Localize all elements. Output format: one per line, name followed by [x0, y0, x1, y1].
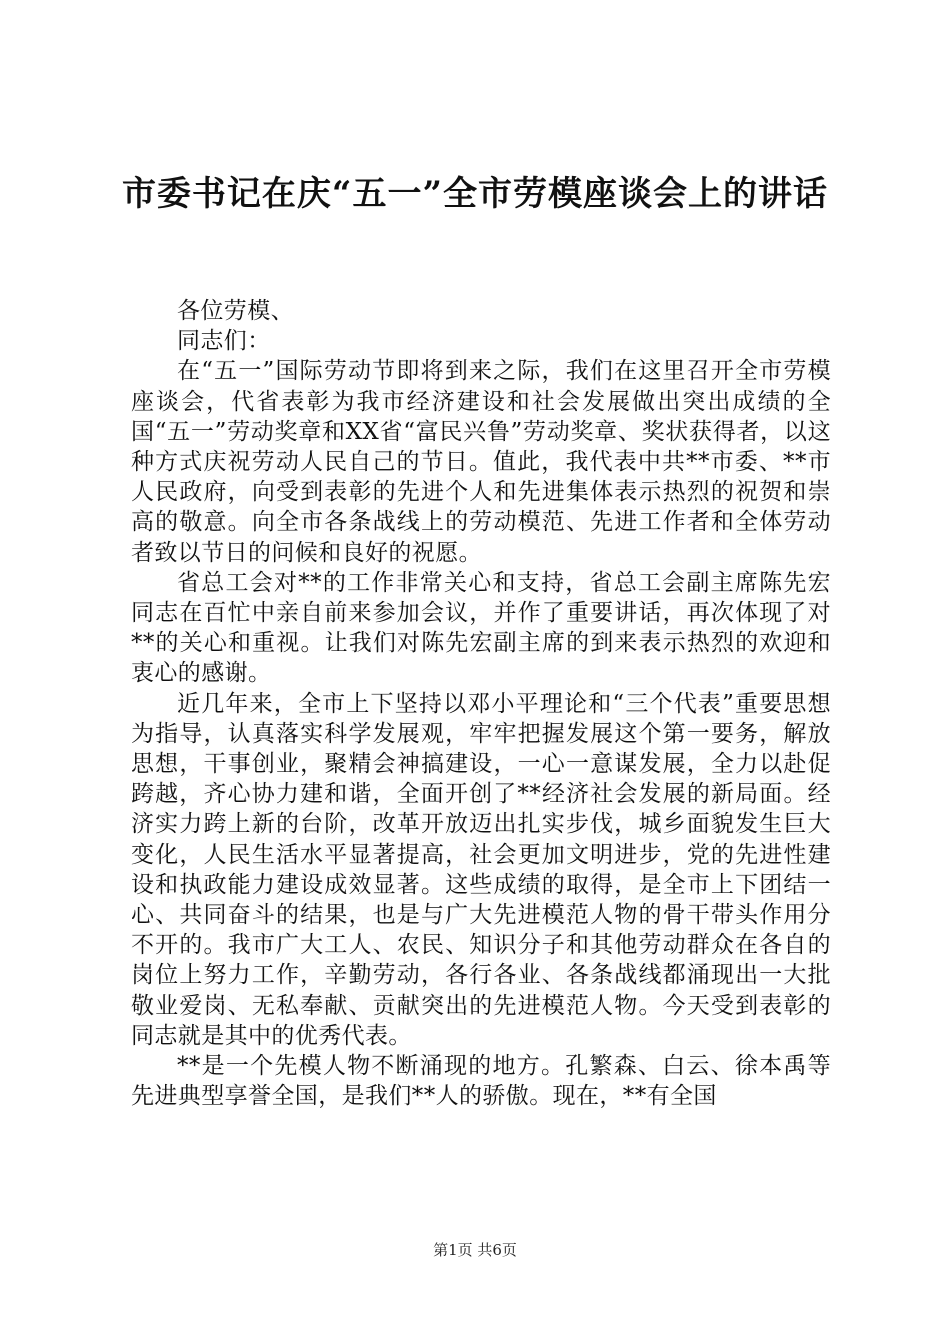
salutation-line-1: 各位劳模、 — [177, 298, 294, 324]
paragraph-1: 在“五一”国际劳动节即将到来之际，我们在这里召开全市劳模座谈会，代省表彰为我市经济建设和社会发展做出突出成绩的全国“五一”劳动奖章和XX省“富民兴鲁”劳动奖章、奖状获得者，以这种方式庆祝劳动人民自己的节日。值此，我代表中共**市委、**市人民政府，向受到表彰的先进个人和先进集体表示热烈的祝贺和崇高的敬意。向全市各条战线上的劳动模范、先进工作者和全体劳动者致以节日的问候和良好的祝愿。 — [131, 358, 831, 566]
document-title: 市委书记在庆“五一”全市劳模座谈会上的讲话 — [121, 174, 829, 214]
paragraph-4: **是一个先模人物不断涌现的地方。孔繁森、白云、徐本禹等先进典型享誉全国，是我们**人的骄傲。现在，**有全国 — [131, 1053, 831, 1110]
salutation-line-2: 同志们： — [177, 328, 271, 355]
page-footer: 第1页 共6页 — [433, 1241, 517, 1259]
paragraph-2: 省总工会对**的工作非常关心和支持，省总工会副主席陈先宏同志在百忙中亲自前来参加会议，并作了重要讲话，再次体现了对**的关心和重视。让我们对陈先宏副主席的到来表示热烈的欢迎和衷心的感谢。 — [131, 569, 831, 687]
document-body — [131, 296, 831, 1111]
paragraph-3: 近几年来，全市上下坚持以邓小平理论和“三个代表”重要思想为指导，认真落实科学发展观，牢牢把握发展这个第一要务，解放思想，干事创业，聚精会神搞建设，一心一意谋发展，全力以赴促跨越，齐心协力建和谐，全面开创了**经济社会发展的新局面。经济实力跨上新的台阶，改革开放迈出扎实步伐，城乡面貌发生巨大变化，人民生活水平显著提高，社会更加文明进步，党的先进性建设和执政能力建设成效显著。这些成绩的取得，是全市上下团结一心、共同奋斗的结果，也是与广大先进模范人物的骨干带头作用分不开的。我市广大工人、农民、知识分子和其他劳动群众在各自的岗位上努力工作，辛勤劳动，各行各业、各条战线都涌现出一大批敬业爱岗、无私奉献、贡献突出的先进模范人物。今天受到表彰的同志就是其中的优秀代表。 — [131, 690, 831, 1049]
